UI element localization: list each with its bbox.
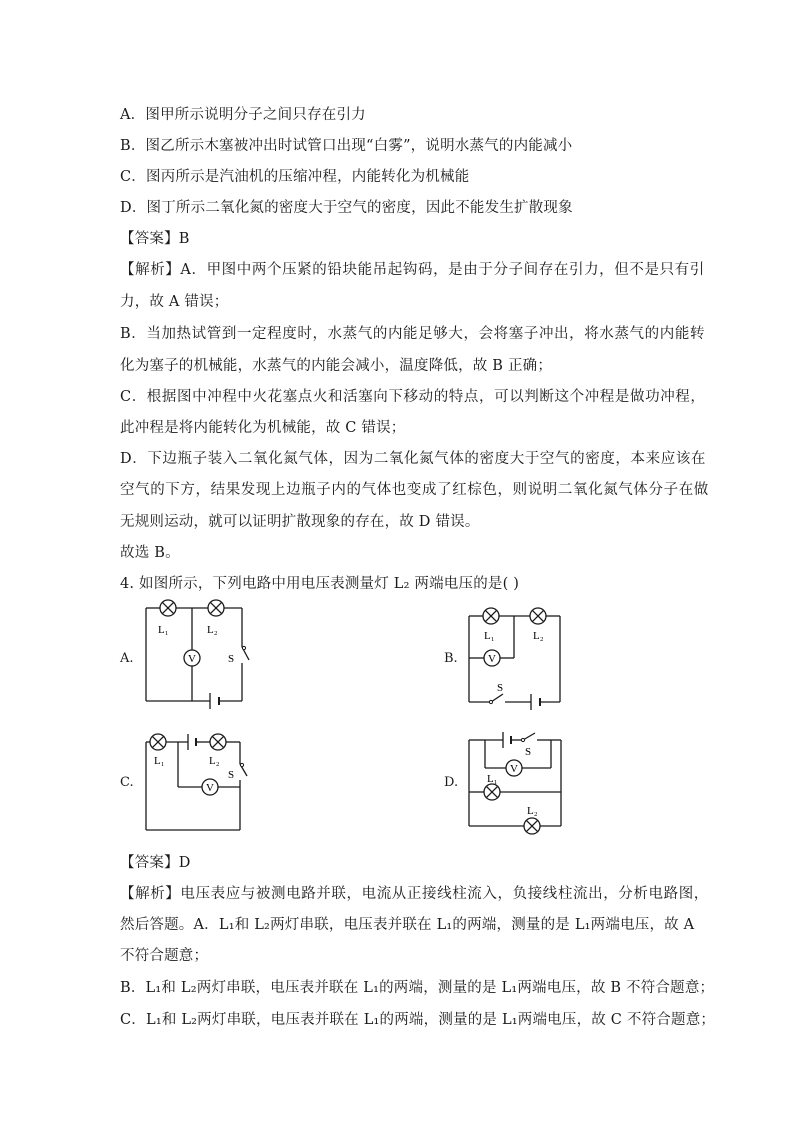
lamp-icon	[160, 600, 176, 616]
svg-text:V: V	[510, 763, 518, 775]
svg-text:L₂: L₂	[209, 755, 220, 767]
lamp-icon	[530, 608, 546, 624]
svg-text:S: S	[228, 769, 235, 781]
circuit-option-label-c: C.	[120, 775, 134, 790]
lamp-icon	[150, 734, 166, 750]
q3-analysis-line: 无规则运动，就可以证明扩散现象的存在，故 D 错误。	[120, 514, 480, 530]
circuit-diagram-a	[140, 598, 260, 713]
option-d: D．图丁所示二氧化氮的密度大于空气的密度，因此不能发生扩散现象	[120, 200, 573, 216]
svg-text:V: V	[488, 653, 496, 665]
option-a: A．图甲所示说明分子之间只存在引力	[120, 107, 366, 123]
option-c: C．图丙所示是汽油机的压缩冲程，内能转化为机械能	[120, 169, 470, 185]
circuit-diagram-c	[140, 728, 260, 838]
svg-text:L₁: L₁	[154, 755, 165, 767]
q4-analysis-line: C．L₁和 L₂两灯串联，电压表并联在 L₁的两端，测量的是 L₁两端电压，故 C 不符合题意；	[120, 1012, 716, 1028]
q3-answer: 【答案】B	[120, 231, 190, 247]
q4-answer: 【答案】D	[120, 855, 191, 871]
circuit-diagram-d	[463, 728, 573, 838]
q4-analysis-line: 然后答题。A．L₁和 L₂两灯串联，电压表并联在 L₁的两端，测量的是 L₁两端电压，故 A	[120, 917, 695, 933]
voltmeter-icon	[484, 650, 500, 666]
svg-text:L₂: L₂	[527, 805, 538, 817]
svg-text:V: V	[188, 653, 196, 665]
circuit-option-label-a: A.	[120, 651, 134, 666]
circuit-option-label-d: D.	[444, 775, 459, 790]
q3-analysis-line: C．根据图中冲程中火花塞点火和活塞向下移动的特点，可以判断这个冲程是做功冲程，	[120, 389, 706, 405]
q3-analysis-line: D．下边瓶子装入二氧化氮气体，因为二氧化氮气体的密度大于空气的密度，本来应该在	[120, 451, 707, 467]
svg-text:L₁: L₁	[484, 630, 495, 642]
q4-analysis-line: 不符合题意；	[120, 948, 209, 964]
lamp-icon	[210, 734, 226, 750]
svg-text:L₁: L₁	[487, 773, 498, 785]
lamp-icon	[208, 600, 224, 616]
svg-text:V: V	[206, 782, 214, 794]
q4-analysis-line: 【解析】电压表应与被测电路并联，电流从正接线柱流入，负接线柱流出，分析电路图，	[120, 886, 709, 902]
voltmeter-icon	[202, 779, 218, 795]
svg-text:L₂: L₂	[533, 630, 544, 642]
svg-text:S: S	[497, 682, 504, 694]
q3-analysis-line: B．当加热试管到一定程度时，水蒸气的内能足够大，会将塞子冲出，将水蒸气的内能转	[120, 326, 706, 342]
svg-text:S: S	[525, 746, 532, 758]
q4-stem: 4. 如图所示，下列电路中用电压表测量灯 L₂ 两端电压的是( )	[120, 576, 520, 592]
q3-analysis-line: 力，故 A 错误；	[120, 294, 229, 310]
q3-analysis-line: 化为塞子的机械能，水蒸气的内能会减小，温度降低，故 B 正确；	[120, 358, 553, 374]
q3-analysis-line: 空气的下方，结果发现上边瓶子内的气体也变成了红棕色，则说明二氧化氮气体分子在做	[120, 482, 709, 498]
q3-analysis-line: 此冲程是将内能转化为机械能，故 C 错误；	[120, 420, 406, 436]
svg-text:S: S	[228, 653, 235, 665]
circuit-option-label-b: B.	[444, 651, 458, 666]
voltmeter-icon	[184, 650, 200, 666]
lamp-icon	[524, 818, 540, 834]
svg-text:L₁: L₁	[158, 624, 169, 636]
q3-conclusion: 故选 B。	[120, 545, 180, 561]
svg-text:L₂: L₂	[207, 624, 218, 636]
lamp-icon	[483, 608, 499, 624]
lamp-icon	[484, 784, 500, 800]
q4-analysis-line: B．L₁和 L₂两灯串联，电压表并联在 L₁的两端，测量的是 L₁两端电压，故 B 不符合题意；	[120, 980, 715, 996]
voltmeter-icon	[506, 760, 522, 776]
q3-analysis-line: 【解析】A．甲图中两个压紧的铅块能吊起钩码，是由于分子间存在引力，但不是只有引	[120, 262, 705, 278]
option-b: B．图乙所示木塞被冲出时试管口出现“白雾”，说明水蒸气的内能减小	[120, 138, 573, 154]
circuit-diagram-b	[463, 598, 573, 713]
